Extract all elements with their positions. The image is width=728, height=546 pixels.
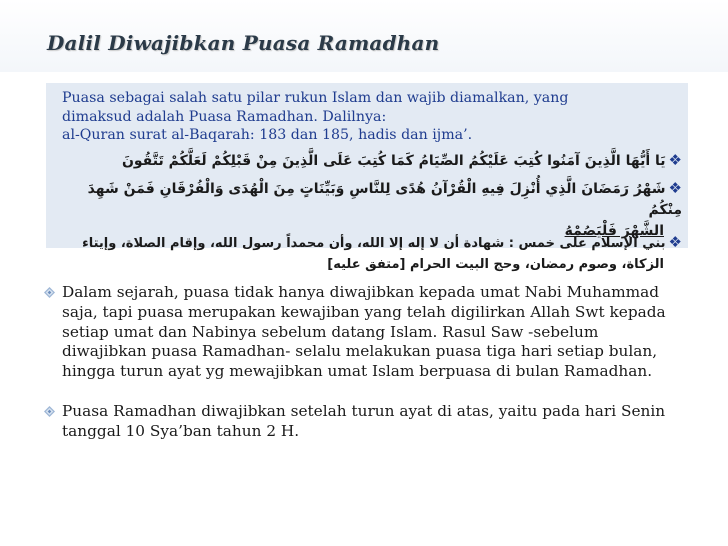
- paragraph-line: diwajibkan puasa Ramadhan- selalu melakukan puasa tiga hari setiap bulan,: [62, 342, 658, 361]
- arabic-verse-183: [122, 151, 682, 169]
- paragraph-line: setiap umat dan Nabinya sebelum datang Islam. Rasul Saw -sebelum: [62, 322, 599, 341]
- diamond-icon: [44, 406, 55, 417]
- paragraph-date: [44, 402, 694, 442]
- paragraph-line: saja, tapi puasa merupakan kewajiban yang telah digilirkan Allah Swt kepada: [62, 302, 666, 321]
- diamond-four-point-icon: ❖: [668, 151, 682, 169]
- paragraph-line: Puasa Ramadhan diwajibkan setelah turun ayat di atas, yaitu pada hari Senin: [62, 402, 666, 420]
- intro-text: [62, 89, 682, 145]
- arabic-line: يَا أَيُّهَا الَّذِينَ آمَنُوا كُتِبَ عَلَيْكُمُ الصِّيَامُ كَمَا كُتِبَ عَلَى الَّذِينَ مِنْ قَبْلِكُمْ لَعَلَّكُمْ تَتَّقُونَ: [121, 153, 666, 169]
- arabic-hadith: [42, 232, 682, 275]
- paragraph-line: tanggal 10 Sya’ban tahun 2 H.: [62, 421, 300, 440]
- paragraph-line: hingga turun ayat yg mewajibkan umat Islam berpuasa di bulan Ramadhan.: [62, 362, 653, 381]
- title-bar: [0, 0, 728, 72]
- diamond-four-point-icon: ❖: [668, 179, 682, 197]
- slide-title: Dalil Diwajibkan Puasa Ramadhan: [47, 31, 440, 55]
- paragraph-history: [44, 283, 694, 382]
- intro-line: al-Quran surat al-Baqarah: 183 dan 185, hadis dan ijma’.: [62, 127, 473, 143]
- arabic-line: شَهْرُ رَمَضَانَ الَّذِي أُنْزِلَ فِيهِ الْقُرْآنُ هُدًى لِلنَّاسِ وَبَيِّنَاتٍ مِنَ الْهُدَى وَالْفُرْقَانِ فَمَنْ شَهِدَ مِنْكُمُ: [87, 181, 682, 218]
- paragraph-line: Dalam sejarah, puasa tidak hanya diwajibkan kepada umat Nabi Muhammad: [62, 283, 660, 301]
- arabic-line: الزكاة، وصوم رمضان، وحج البيت الحرام [متفق عليه]: [327, 257, 664, 272]
- arabic-line: الشَّهْرَ فَلْيَصُمْهُ: [564, 223, 664, 239]
- arabic-line: بني الإسلام على خمس : شهادة أن لا إله إلا الله، وأن محمداً رسول الله، وإقام الصلاة، وإيتاء: [82, 236, 666, 251]
- diamond-icon: [44, 287, 55, 298]
- diamond-four-point-icon: ❖: [668, 233, 682, 251]
- intro-line: Puasa sebagai salah satu pilar rukun Islam dan wajib diamalkan, yang: [62, 90, 569, 106]
- intro-line: dimaksud adalah Puasa Ramadhan. Dalilnya:: [62, 108, 387, 125]
